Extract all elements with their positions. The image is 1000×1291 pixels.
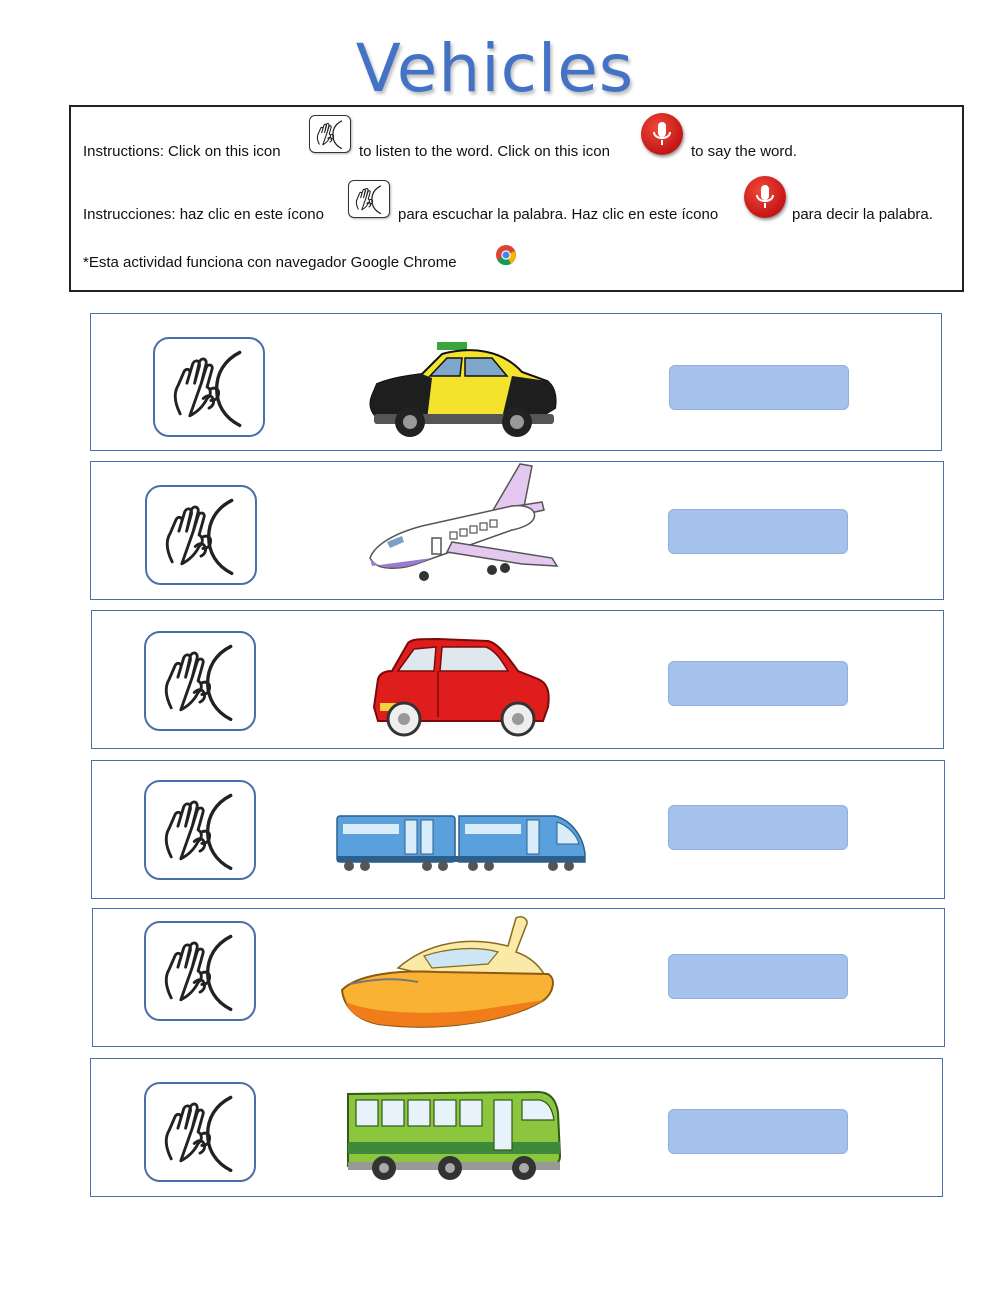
- boat-icon: [338, 912, 562, 1036]
- airplane-icon: [362, 462, 574, 587]
- car-icon: [368, 637, 554, 742]
- instr-en-text-1: Instructions: Click on this icon: [83, 143, 281, 160]
- listen-hands-icon: [155, 339, 263, 435]
- answer-field-train[interactable]: [668, 805, 848, 850]
- instr-es-text-2: para escuchar la palabra. Haz clic en este ícono: [398, 206, 719, 223]
- bus-icon: [342, 1086, 564, 1182]
- browser-note-text: *Esta actividad funciona con navegador Google Chrome: [83, 254, 457, 271]
- listen-hands-icon: [147, 487, 255, 583]
- listen-hands-icon: [146, 923, 254, 1019]
- listen-button-car[interactable]: [144, 631, 256, 731]
- listen-hands-icon: [146, 782, 254, 878]
- instructions-box: [69, 105, 964, 292]
- listen-button-airplane[interactable]: [145, 485, 257, 585]
- answer-field-airplane[interactable]: [668, 509, 848, 554]
- instr-en-text-3: to say the word.: [691, 143, 797, 160]
- microphone-icon: [744, 176, 786, 218]
- listen-hands-icon: [146, 633, 254, 729]
- microphone-icon: [641, 113, 683, 155]
- listen-button-boat[interactable]: [144, 921, 256, 1021]
- answer-field-taxi[interactable]: [669, 365, 849, 410]
- answer-field-car[interactable]: [668, 661, 848, 706]
- listen-button-train[interactable]: [144, 780, 256, 880]
- listen-hands-icon: [309, 115, 351, 153]
- listen-hands-icon: [146, 1084, 254, 1180]
- chrome-icon: [495, 244, 517, 266]
- listen-button-taxi[interactable]: [153, 337, 265, 437]
- listen-hands-icon: [348, 180, 390, 218]
- instr-en-text-2: to listen to the word. Click on this icon: [359, 143, 610, 160]
- answer-field-bus[interactable]: [668, 1109, 848, 1154]
- answer-field-boat[interactable]: [668, 954, 848, 999]
- page-title: Vehicles: [355, 30, 635, 107]
- listen-button-bus[interactable]: [144, 1082, 256, 1182]
- train-icon: [335, 806, 587, 874]
- instr-es-text-3: para decir la palabra.: [792, 206, 933, 223]
- taxi-icon: [362, 336, 562, 441]
- instr-es-text-1: Instrucciones: haz clic en este ícono: [83, 206, 324, 223]
